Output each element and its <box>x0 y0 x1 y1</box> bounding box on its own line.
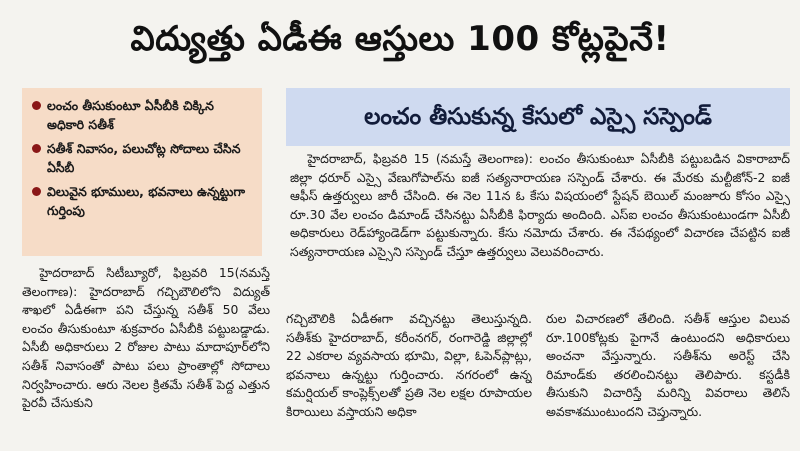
highlight-item <box>32 139 254 177</box>
sub-story-title: లంచం తీసుకున్న కేసులో ఎస్సై సస్పెండ్ <box>286 88 790 146</box>
main-story-column-1 <box>22 264 270 448</box>
bullet-icon <box>32 101 41 110</box>
bullet-icon <box>32 187 41 196</box>
main-story-paragraph: రుల విచారణలో తేలింది. సతీశ్ ఆస్తుల విలువ రూ.100కోట్లకు పైగానే ఉంటుందని అధికారులు అంచనా వేస్తున్నారు. సతీశ్‌ను అరెస్ట్ చేసి రిమాండ్‌కు తరలించినట్టు తెలిపారు. కస్టడీకి తీసుకుని విచారిస్తే మరిన్ని వివరాలు తెలిసే అవకాశముంటుందని చెప్తున్నారు. <box>546 311 790 419</box>
main-story-paragraph: గచ్చిబౌలికి ఏడీఈగా వచ్చినట్టు తెలుస్తున్నది. సతీశ్‌కు హైదరాబాద్, కరీంనగర్, రంగారెడ్డి జిల్లాల్లో 22 ఎకరాల వ్యవసాయ భూమి, విల్లా, ఓపెన్‌ప్లాట్లు, భవనాలు ఉన్నట్టు గుర్తించారు. నగరంలో ఉన్న కమర్షియల్ కాంప్లెక్స్‌లతో ప్రతి నెల లక్షల రూపాయల కిరాయిలు వస్తాయని అధికా <box>286 311 532 419</box>
main-story-column-2 <box>286 310 532 448</box>
sub-story-paragraph: హైదరాబాద్, ఫిబ్రవరి 15 (నమస్తే తెలంగాణ): లంచం తీసుకుంటూ ఏసీబీకి పట్టుబడిన వికారాబాద్ జిల్లా ధరూర్ ఎస్సై వేణుగోపాల్‌ను ఐజీ సత్యనారాయణ సస్పెండ్ చేశారు. ఈ మేరకు మల్టీజోన్-2 ఐజీ ఆఫీస్ ఉత్తర్వులు జారీ చేసింది. ఈ నెల 11న ఓ కేసు విషయంలో స్టేషన్ బెయిల్ మంజూరు కోసం ఎస్సై రూ.30 వేల లంచం డిమాండ్ చేసినట్టు ఏసీబీకి ఫిర్యాదు అందింది. ఎస్‌ఐ లంచం తీసుకుంటుండగా ఏసీబీ అధికారులు రెడ్‌హ్యాండెడ్‌గా పట్టుకున్నారు. కేసు నమోదు చేశారు. ఈ నేపథ్యంలో విచారణ చేపట్టిన ఐజీ సత్యనారాయణ ఎస్సైని సస్పెండ్ చేస్తూ ఉత్తర్వులు వెలువరించారు. <box>290 151 790 259</box>
highlight-item <box>32 182 254 220</box>
sub-story-body <box>290 150 790 296</box>
bullet-icon <box>32 144 41 153</box>
highlight-text: లంచం తీసుకుంటూ ఏసీబీకి చిక్కిన అధికారి సతీశ్ <box>47 98 214 132</box>
highlight-text: విలువైన భూములు, భవనాలు ఉన్నట్టుగా గుర్తింపు <box>47 184 246 218</box>
main-story-column-3 <box>546 310 790 448</box>
main-story-paragraph: హైదరాబాద్ సిటీబ్యూరో, ఫిబ్రవరి 15(నమస్తే తెలంగాణ): హైదరాబాద్ గచ్చిబౌలిలోని విద్యుత్ శాఖలో ఏడీఈగా పని చేస్తున్న సతీశ్ 50 వేలు లంచం తీసుకుంటూ శుక్రవారం ఏసీబీకి పట్టుబడ్డాడు. ఏసీబీ అధికారులు 2 రోజుల పాటు మాదాపూర్‌లోని సతీశ్ నివాసంతో పాటు పలు ప్రాంతాల్లో సోదాలు నిర్వహించారు. ఆరు నెలల క్రితమే సతీశ్ పెద్ద ఎత్తున పైరవీ చేసుకుని <box>22 265 270 411</box>
headline: విద్యుత్తు ఏడీఈ ఆస్తులు 100 కోట్లపైనే! <box>130 19 670 59</box>
highlight-item <box>32 96 254 134</box>
highlights-box <box>22 88 262 256</box>
highlight-text: సతీశ్ నివాసం, పలుచోట్ల సోదాలు చేసిన ఏసీబీ <box>47 141 241 175</box>
